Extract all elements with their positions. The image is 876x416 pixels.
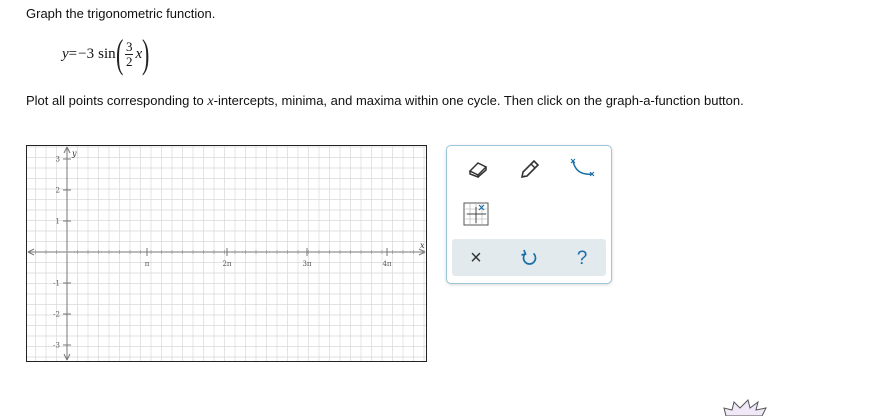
clear-button[interactable] [458, 243, 494, 273]
graph-toolbox [446, 145, 612, 284]
instructions [26, 93, 744, 110]
y-tick-label: -3 [53, 341, 60, 350]
pencil-button[interactable] [513, 154, 547, 184]
fraction-numerator: 3 [125, 38, 133, 54]
mascot-icon [720, 396, 780, 416]
equation-coefficient: −3 [78, 45, 95, 62]
equation-equals: = [68, 45, 78, 62]
y-tick-label: 3 [55, 155, 60, 164]
graph-function-button[interactable] [564, 154, 600, 184]
x-tick-label: 4π [382, 260, 392, 268]
x-axis-label: x [420, 241, 425, 250]
equation-lhs: y [62, 45, 69, 62]
equation [62, 32, 149, 76]
equation-argument-var: x [135, 45, 143, 62]
y-tick-label: -1 [53, 279, 60, 288]
x-tick-label: π [144, 260, 150, 268]
eraser-button[interactable] [461, 156, 495, 182]
instructions-part2: -intercepts, minima, and maxima within one cycle. Then click on the graph-a-function button. [213, 93, 744, 108]
equation-function: sin [98, 45, 116, 62]
left-paren: ( [115, 31, 123, 76]
instructions-part1: Plot all points corresponding to [26, 93, 208, 108]
help-icon: ? [576, 247, 588, 269]
y-tick-label: 1 [55, 217, 60, 226]
instructions-xvar: x [207, 94, 214, 109]
pencil-icon [518, 157, 542, 181]
eraser-icon [467, 160, 489, 178]
x-tick-label: 2π [222, 260, 232, 268]
y-axis-label: y [72, 149, 77, 158]
equation-fraction [125, 40, 134, 69]
y-tick-label: 2 [55, 186, 60, 195]
close-icon: × [470, 247, 482, 269]
grid-fullscreen-button[interactable] [461, 200, 491, 228]
prompt-text: Graph the trigonometric function. [26, 6, 216, 21]
y-tick-label: -2 [53, 310, 60, 319]
help-button[interactable] [564, 243, 600, 273]
fraction-denominator: 2 [125, 53, 133, 69]
graph-function-icon [567, 156, 597, 182]
undo-button[interactable] [511, 243, 547, 273]
x-tick-labels [145, 248, 392, 268]
graph-canvas[interactable] [26, 145, 427, 362]
undo-icon [519, 248, 539, 268]
action-bar [452, 239, 606, 276]
x-tick-label: 3π [302, 260, 312, 268]
grid-icon [462, 201, 490, 227]
right-paren: ) [142, 31, 150, 76]
